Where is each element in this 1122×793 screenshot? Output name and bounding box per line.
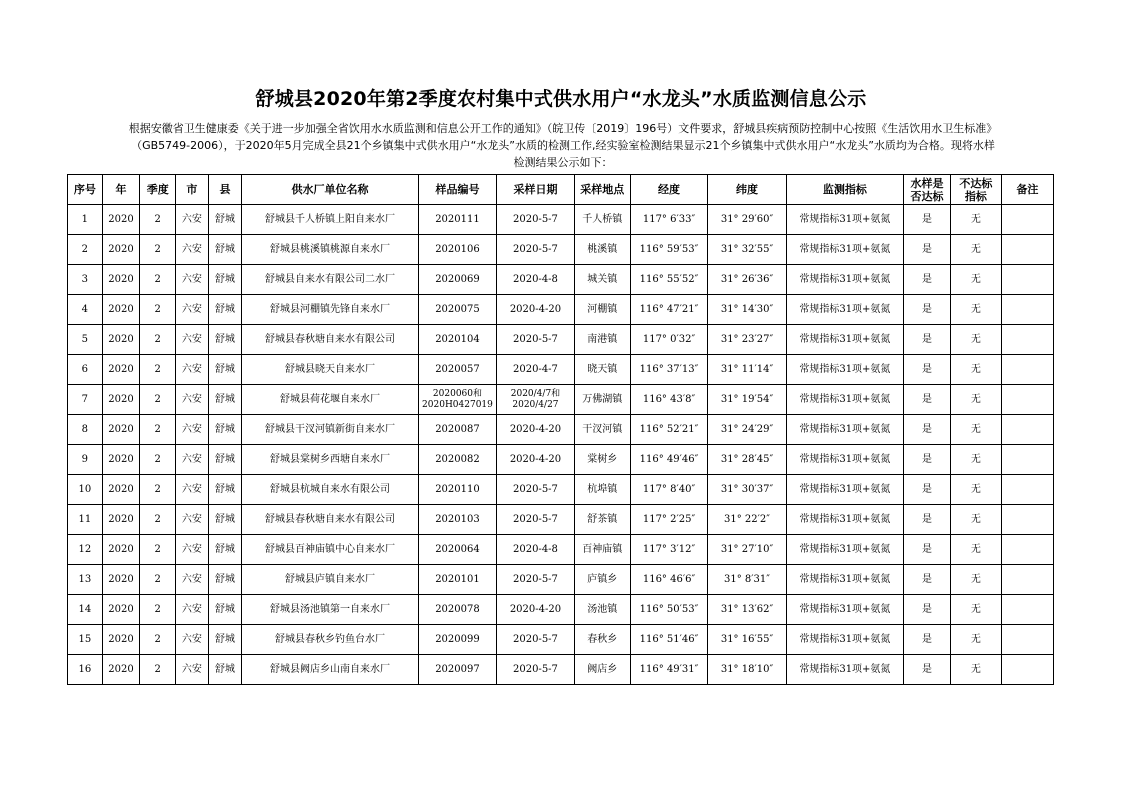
cell-pass: 是 <box>904 325 951 355</box>
cell-pass: 是 <box>904 355 951 385</box>
cell-date: 2020-5-7 <box>497 625 574 655</box>
cell-city: 六安 <box>176 205 209 235</box>
cell-fail: 无 <box>950 565 1001 595</box>
cell-quarter: 2 <box>140 535 176 565</box>
cell-city: 六安 <box>176 565 209 595</box>
cell-fail: 无 <box>950 445 1001 475</box>
cell-plant: 舒城县春秋塘自来水有限公司 <box>242 325 418 355</box>
cell-plant: 舒城县桃溪镇桃源自来水厂 <box>242 235 418 265</box>
cell-quarter: 2 <box>140 325 176 355</box>
cell-city: 六安 <box>176 235 209 265</box>
water-quality-table <box>67 174 1054 685</box>
cell-plant: 舒城县棠树乡西塘自来水厂 <box>242 445 418 475</box>
cell-plant: 舒城县百神庙镇中心自来水厂 <box>242 535 418 565</box>
cell-seq: 15 <box>68 625 103 655</box>
cell-year: 2020 <box>102 505 140 535</box>
cell-remark <box>1001 415 1053 445</box>
table-row <box>68 595 1054 625</box>
cell-quarter: 2 <box>140 505 176 535</box>
header-remark: 备注 <box>1001 175 1053 205</box>
cell-county: 舒城 <box>208 535 242 565</box>
cell-date: 2020-4-7 <box>497 355 574 385</box>
cell-plant: 舒城县阙店乡山南自来水厂 <box>242 655 418 685</box>
header-plant: 供水厂单位名称 <box>242 175 418 205</box>
header-latitude: 纬度 <box>708 175 787 205</box>
cell-longitude: 116° 37′13″ <box>630 355 707 385</box>
cell-indicator: 常规指标31项+氨氮 <box>786 595 903 625</box>
cell-site: 桃溪镇 <box>574 235 630 265</box>
table-row <box>68 385 1054 415</box>
cell-county: 舒城 <box>208 325 242 355</box>
cell-indicator: 常规指标31项+氨氮 <box>786 535 903 565</box>
cell-indicator: 常规指标31项+氨氮 <box>786 625 903 655</box>
cell-plant: 舒城县荷花堰自来水厂 <box>242 385 418 415</box>
cell-fail: 无 <box>950 265 1001 295</box>
cell-latitude: 31° 16′55″ <box>708 625 787 655</box>
cell-seq: 12 <box>68 535 103 565</box>
cell-plant: 舒城县春秋塘自来水有限公司 <box>242 505 418 535</box>
cell-fail: 无 <box>950 205 1001 235</box>
cell-fail: 无 <box>950 235 1001 265</box>
cell-county: 舒城 <box>208 205 242 235</box>
cell-year: 2020 <box>102 535 140 565</box>
cell-indicator: 常规指标31项+氨氮 <box>786 505 903 535</box>
cell-year: 2020 <box>102 265 140 295</box>
cell-indicator: 常规指标31项+氨氮 <box>786 355 903 385</box>
cell-year: 2020 <box>102 625 140 655</box>
table-row <box>68 355 1054 385</box>
header-pass-line1: 水样是 <box>910 176 944 190</box>
cell-latitude: 31° 19′54″ <box>708 385 787 415</box>
cell-county: 舒城 <box>208 475 242 505</box>
cell-indicator: 常规指标31项+氨氮 <box>786 655 903 685</box>
cell-remark <box>1001 355 1053 385</box>
intro-line-1: 根据安徽省卫生健康委《关于进一步加强全省饮用水水质监测和信息公开工作的通知》（皖卫传〔2019〕196号）文件要求，舒城县疾病预防控制中心按照《生活饮用水卫生标准》 <box>128 122 998 135</box>
cell-remark <box>1001 205 1053 235</box>
cell-year: 2020 <box>102 445 140 475</box>
table-row <box>68 235 1054 265</box>
cell-pass: 是 <box>904 295 951 325</box>
cell-longitude: 117° 6′33″ <box>630 205 707 235</box>
header-pass-line2: 否达标 <box>910 189 944 203</box>
cell-site: 庐镇乡 <box>574 565 630 595</box>
cell-latitude: 31° 32′55″ <box>708 235 787 265</box>
cell-latitude: 31° 8′31″ <box>708 565 787 595</box>
cell-date: 2020-4-20 <box>497 445 574 475</box>
cell-sample-no: 2020057 <box>418 355 497 385</box>
cell-fail: 无 <box>950 475 1001 505</box>
cell-city: 六安 <box>176 325 209 355</box>
cell-longitude: 116° 43′8″ <box>630 385 707 415</box>
header-indicator: 监测指标 <box>786 175 903 205</box>
table-row <box>68 295 1054 325</box>
cell-seq: 9 <box>68 445 103 475</box>
cell-sample-no-line1: 2020060和 <box>432 388 483 399</box>
cell-year: 2020 <box>102 415 140 445</box>
cell-date: 2020-4-8 <box>497 535 574 565</box>
cell-plant: 舒城县庐镇自来水厂 <box>242 565 418 595</box>
cell-site: 河棚镇 <box>574 295 630 325</box>
intro-paragraph <box>70 120 1056 171</box>
cell-quarter: 2 <box>140 385 176 415</box>
cell-indicator: 常规指标31项+氨氮 <box>786 385 903 415</box>
cell-site: 春秋乡 <box>574 625 630 655</box>
cell-remark <box>1001 445 1053 475</box>
cell-pass: 是 <box>904 235 951 265</box>
cell-city: 六安 <box>176 385 209 415</box>
cell-year: 2020 <box>102 655 140 685</box>
cell-pass: 是 <box>904 385 951 415</box>
cell-latitude: 31° 29′60″ <box>708 205 787 235</box>
header-sample-no: 样品编号 <box>418 175 497 205</box>
cell-plant: 舒城县千人桥镇上阳自来水厂 <box>242 205 418 235</box>
table-row <box>68 445 1054 475</box>
cell-remark <box>1001 655 1053 685</box>
cell-seq: 8 <box>68 415 103 445</box>
cell-site: 杭埠镇 <box>574 475 630 505</box>
table-row <box>68 505 1054 535</box>
cell-city: 六安 <box>176 505 209 535</box>
cell-quarter: 2 <box>140 415 176 445</box>
cell-date-line2: 2020/4/27 <box>512 399 559 410</box>
cell-county: 舒城 <box>208 385 242 415</box>
cell-site: 城关镇 <box>574 265 630 295</box>
cell-date: 2020-5-7 <box>497 235 574 265</box>
cell-plant: 舒城县杭城自来水有限公司 <box>242 475 418 505</box>
header-quarter: 季度 <box>140 175 176 205</box>
cell-indicator: 常规指标31项+氨氮 <box>786 265 903 295</box>
table-row <box>68 655 1054 685</box>
cell-city: 六安 <box>176 625 209 655</box>
cell-year: 2020 <box>102 235 140 265</box>
header-fail-line1: 不达标 <box>959 176 993 190</box>
cell-longitude: 116° 55′52″ <box>630 265 707 295</box>
cell-date: 2020-5-7 <box>497 565 574 595</box>
cell-longitude: 117° 8′40″ <box>630 475 707 505</box>
cell-indicator: 常规指标31项+氨氮 <box>786 415 903 445</box>
intro-line-3: 检测结果公示如下： <box>513 156 613 169</box>
cell-longitude: 116° 52′21″ <box>630 415 707 445</box>
cell-city: 六安 <box>176 595 209 625</box>
cell-quarter: 2 <box>140 565 176 595</box>
cell-quarter: 2 <box>140 205 176 235</box>
cell-longitude: 116° 51′46″ <box>630 625 707 655</box>
cell-year: 2020 <box>102 355 140 385</box>
cell-remark <box>1001 595 1053 625</box>
cell-indicator: 常规指标31项+氨氮 <box>786 565 903 595</box>
cell-seq: 13 <box>68 565 103 595</box>
cell-latitude: 31° 11′14″ <box>708 355 787 385</box>
cell-sample-no: 2020064 <box>418 535 497 565</box>
cell-seq: 3 <box>68 265 103 295</box>
cell-sample-no: 2020075 <box>418 295 497 325</box>
cell-remark <box>1001 625 1053 655</box>
cell-sample-no-line2: 2020H0427019 <box>422 399 493 410</box>
cell-date: 2020-4-8 <box>497 265 574 295</box>
cell-latitude: 31° 26′36″ <box>708 265 787 295</box>
cell-city: 六安 <box>176 445 209 475</box>
cell-year: 2020 <box>102 475 140 505</box>
cell-latitude: 31° 24′29″ <box>708 415 787 445</box>
cell-county: 舒城 <box>208 505 242 535</box>
cell-pass: 是 <box>904 655 951 685</box>
cell-city: 六安 <box>176 265 209 295</box>
cell-pass: 是 <box>904 475 951 505</box>
cell-latitude: 31° 30′37″ <box>708 475 787 505</box>
cell-site: 棠树乡 <box>574 445 630 475</box>
cell-fail: 无 <box>950 625 1001 655</box>
cell-date: 2020-4-20 <box>497 295 574 325</box>
cell-city: 六安 <box>176 655 209 685</box>
cell-seq: 2 <box>68 235 103 265</box>
cell-seq: 6 <box>68 355 103 385</box>
cell-county: 舒城 <box>208 565 242 595</box>
header-pass <box>904 175 951 205</box>
table-row <box>68 475 1054 505</box>
cell-seq: 14 <box>68 595 103 625</box>
cell-county: 舒城 <box>208 595 242 625</box>
cell-latitude: 31° 23′27″ <box>708 325 787 355</box>
cell-remark <box>1001 535 1053 565</box>
cell-seq: 16 <box>68 655 103 685</box>
cell-indicator: 常规指标31项+氨氮 <box>786 295 903 325</box>
table-row <box>68 625 1054 655</box>
header-site: 采样地点 <box>574 175 630 205</box>
page-title: 舒城县2020年第2季度农村集中式供水用户“水龙头”水质监测信息公示 <box>255 88 867 110</box>
cell-fail: 无 <box>950 295 1001 325</box>
cell-city: 六安 <box>176 475 209 505</box>
table-row <box>68 325 1054 355</box>
cell-plant: 舒城县晓天自来水厂 <box>242 355 418 385</box>
cell-quarter: 2 <box>140 265 176 295</box>
cell-date: 2020-5-7 <box>497 475 574 505</box>
cell-plant: 舒城县春秋乡钓鱼台水厂 <box>242 625 418 655</box>
cell-quarter: 2 <box>140 295 176 325</box>
cell-pass: 是 <box>904 505 951 535</box>
header-longitude: 经度 <box>630 175 707 205</box>
cell-latitude: 31° 18′10″ <box>708 655 787 685</box>
cell-pass: 是 <box>904 595 951 625</box>
cell-pass: 是 <box>904 205 951 235</box>
cell-latitude: 31° 27′10″ <box>708 535 787 565</box>
cell-plant: 舒城县干汊河镇新街自来水厂 <box>242 415 418 445</box>
cell-seq: 10 <box>68 475 103 505</box>
cell-sample-no: 2020101 <box>418 565 497 595</box>
cell-sample-no: 2020082 <box>418 445 497 475</box>
header-fail <box>950 175 1001 205</box>
cell-county: 舒城 <box>208 265 242 295</box>
cell-remark <box>1001 505 1053 535</box>
cell-date: 2020-5-7 <box>497 325 574 355</box>
header-city: 市 <box>176 175 209 205</box>
cell-site: 舒茶镇 <box>574 505 630 535</box>
table-row <box>68 415 1054 445</box>
cell-pass: 是 <box>904 535 951 565</box>
cell-year: 2020 <box>102 205 140 235</box>
cell-latitude: 31° 13′62″ <box>708 595 787 625</box>
cell-fail: 无 <box>950 505 1001 535</box>
cell-quarter: 2 <box>140 475 176 505</box>
cell-sample-no: 2020099 <box>418 625 497 655</box>
cell-plant: 舒城县汤池镇第一自来水厂 <box>242 595 418 625</box>
cell-longitude: 116° 49′46″ <box>630 445 707 475</box>
cell-site: 百神庙镇 <box>574 535 630 565</box>
cell-quarter: 2 <box>140 595 176 625</box>
table-row <box>68 265 1054 295</box>
cell-latitude: 31° 14′30″ <box>708 295 787 325</box>
intro-line-2: （GB5749-2006），于2020年5月完成全县21个乡镇集中式供水用户“水龙头”水质的检测工作,经实验室检测结果显示21个乡镇集中式供水用户“水龙头”水质均为合格。现将水样 <box>131 139 995 152</box>
cell-seq: 5 <box>68 325 103 355</box>
cell-city: 六安 <box>176 415 209 445</box>
cell-sample-no: 2020103 <box>418 505 497 535</box>
cell-county: 舒城 <box>208 445 242 475</box>
cell-remark <box>1001 565 1053 595</box>
cell-date: 2020-4-20 <box>497 595 574 625</box>
cell-fail: 无 <box>950 655 1001 685</box>
header-fail-line2: 指标 <box>964 189 987 203</box>
header-year: 年 <box>102 175 140 205</box>
cell-pass: 是 <box>904 625 951 655</box>
cell-sample-no: 2020110 <box>418 475 497 505</box>
table-row <box>68 535 1054 565</box>
cell-year: 2020 <box>102 565 140 595</box>
cell-sample-no <box>418 385 497 415</box>
cell-quarter: 2 <box>140 355 176 385</box>
cell-fail: 无 <box>950 535 1001 565</box>
cell-longitude: 116° 59′53″ <box>630 235 707 265</box>
cell-plant: 舒城县河棚镇先锋自来水厂 <box>242 295 418 325</box>
cell-year: 2020 <box>102 325 140 355</box>
cell-sample-no: 2020104 <box>418 325 497 355</box>
cell-fail: 无 <box>950 385 1001 415</box>
cell-fail: 无 <box>950 415 1001 445</box>
cell-fail: 无 <box>950 355 1001 385</box>
cell-remark <box>1001 265 1053 295</box>
cell-year: 2020 <box>102 295 140 325</box>
cell-sample-no: 2020106 <box>418 235 497 265</box>
cell-pass: 是 <box>904 415 951 445</box>
cell-city: 六安 <box>176 295 209 325</box>
cell-latitude: 31° 22′2″ <box>708 505 787 535</box>
cell-year: 2020 <box>102 385 140 415</box>
cell-indicator: 常规指标31项+氨氮 <box>786 445 903 475</box>
cell-remark <box>1001 385 1053 415</box>
cell-sample-no: 2020078 <box>418 595 497 625</box>
cell-seq: 11 <box>68 505 103 535</box>
cell-county: 舒城 <box>208 295 242 325</box>
table-header-row <box>68 175 1054 205</box>
cell-longitude: 117° 0′32″ <box>630 325 707 355</box>
cell-site: 晓天镇 <box>574 355 630 385</box>
cell-city: 六安 <box>176 535 209 565</box>
cell-city: 六安 <box>176 355 209 385</box>
cell-remark <box>1001 475 1053 505</box>
cell-remark <box>1001 325 1053 355</box>
cell-quarter: 2 <box>140 235 176 265</box>
cell-seq: 7 <box>68 385 103 415</box>
cell-indicator: 常规指标31项+氨氮 <box>786 235 903 265</box>
cell-county: 舒城 <box>208 625 242 655</box>
cell-site: 千人桥镇 <box>574 205 630 235</box>
cell-county: 舒城 <box>208 655 242 685</box>
cell-sample-no: 2020069 <box>418 265 497 295</box>
cell-pass: 是 <box>904 265 951 295</box>
cell-quarter: 2 <box>140 655 176 685</box>
cell-indicator: 常规指标31项+氨氮 <box>786 325 903 355</box>
cell-site: 干汊河镇 <box>574 415 630 445</box>
cell-date: 2020-5-7 <box>497 655 574 685</box>
cell-plant: 舒城县自来水有限公司二水厂 <box>242 265 418 295</box>
cell-site: 阙店乡 <box>574 655 630 685</box>
cell-county: 舒城 <box>208 235 242 265</box>
header-county: 县 <box>208 175 242 205</box>
cell-longitude: 117° 3′12″ <box>630 535 707 565</box>
cell-year: 2020 <box>102 595 140 625</box>
cell-seq: 1 <box>68 205 103 235</box>
cell-remark <box>1001 235 1053 265</box>
cell-site: 万佛湖镇 <box>574 385 630 415</box>
cell-latitude: 31° 28′45″ <box>708 445 787 475</box>
cell-date-line1: 2020/4/7和 <box>510 388 561 399</box>
cell-seq: 4 <box>68 295 103 325</box>
cell-pass: 是 <box>904 445 951 475</box>
cell-remark <box>1001 295 1053 325</box>
table-row <box>68 205 1054 235</box>
cell-sample-no: 2020087 <box>418 415 497 445</box>
header-seq: 序号 <box>68 175 103 205</box>
cell-indicator: 常规指标31项+氨氮 <box>786 475 903 505</box>
cell-date: 2020-5-7 <box>497 505 574 535</box>
table-body <box>68 205 1054 685</box>
cell-county: 舒城 <box>208 415 242 445</box>
cell-fail: 无 <box>950 595 1001 625</box>
cell-longitude: 116° 49′31″ <box>630 655 707 685</box>
cell-fail: 无 <box>950 325 1001 355</box>
cell-sample-no: 2020097 <box>418 655 497 685</box>
cell-site: 汤池镇 <box>574 595 630 625</box>
cell-date: 2020-4-20 <box>497 415 574 445</box>
cell-longitude: 116° 47′21″ <box>630 295 707 325</box>
cell-date <box>497 385 574 415</box>
cell-date: 2020-5-7 <box>497 205 574 235</box>
table-row <box>68 565 1054 595</box>
header-date: 采样日期 <box>497 175 574 205</box>
cell-longitude: 117° 2′25″ <box>630 505 707 535</box>
cell-site: 南港镇 <box>574 325 630 355</box>
cell-indicator: 常规指标31项+氨氮 <box>786 205 903 235</box>
cell-county: 舒城 <box>208 355 242 385</box>
cell-quarter: 2 <box>140 445 176 475</box>
cell-pass: 是 <box>904 565 951 595</box>
cell-longitude: 116° 46′6″ <box>630 565 707 595</box>
cell-sample-no: 2020111 <box>418 205 497 235</box>
cell-longitude: 116° 50′53″ <box>630 595 707 625</box>
cell-quarter: 2 <box>140 625 176 655</box>
